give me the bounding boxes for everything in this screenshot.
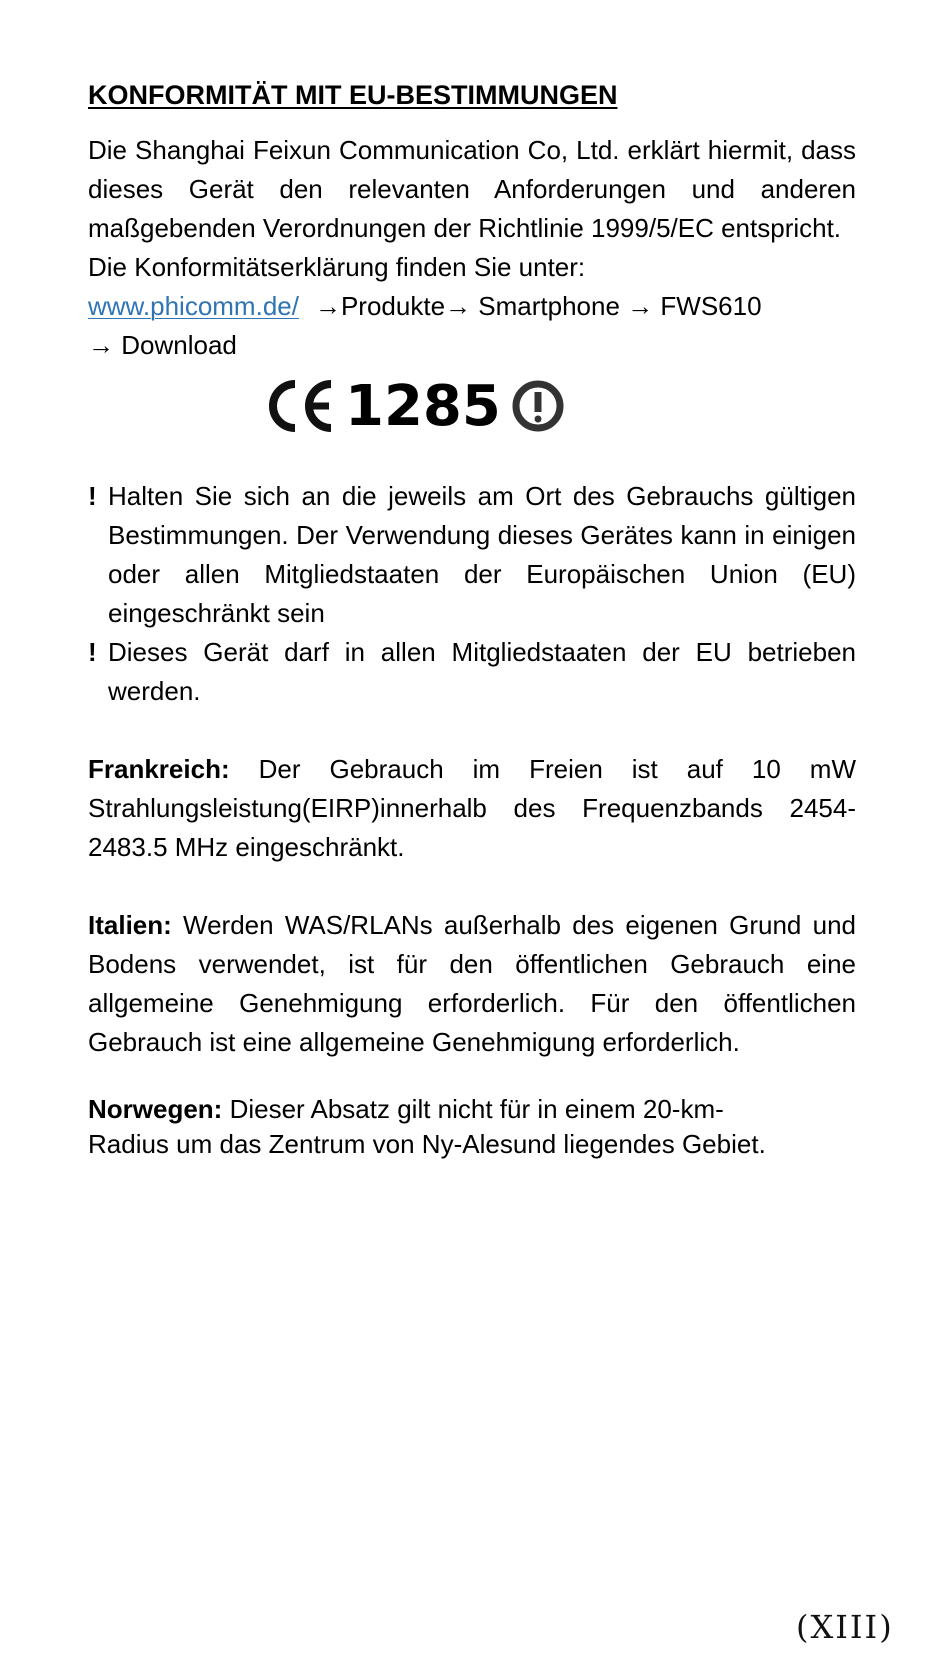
section-heading: KONFORMITÄT MIT EU-BESTIMMUNGEN	[88, 80, 618, 110]
phicomm-link[interactable]: www.phicomm.de/	[88, 291, 299, 321]
list-item	[88, 633, 856, 711]
path-step-model: FWS610	[660, 291, 762, 321]
ce-marking	[88, 365, 856, 477]
class2-alert-icon	[511, 379, 565, 433]
download-path-continued	[88, 326, 856, 365]
arrow-right-icon: →	[314, 291, 341, 321]
path-step-download: Download	[121, 330, 237, 360]
notice-text: Halten Sie sich an die jeweils am Ort des Gebrauchs gültigen Bestimmungen. Der Verwendung dieses Gerätes kann in einigen oder allen Mitgliedstaaten der Europäischen Union (EU) eingeschränkt sein	[108, 481, 856, 628]
italy-paragraph	[88, 906, 856, 1062]
exclamation-icon: !	[88, 481, 97, 511]
list-item	[88, 477, 856, 633]
norway-paragraph	[88, 1092, 856, 1162]
france-label: Frankreich:	[88, 754, 230, 784]
document-page	[88, 74, 856, 1162]
notified-body-number: 1285	[345, 373, 501, 439]
notice-list	[88, 477, 856, 711]
italy-label: Italien:	[88, 910, 172, 940]
declaration-line: Die Konformitätserklärung finden Sie unter:	[88, 252, 586, 282]
page-number: (XIII)	[796, 1608, 894, 1646]
exclamation-icon: !	[88, 637, 97, 667]
arrow-right-icon: →	[88, 330, 114, 360]
arrow-right-icon: →	[445, 291, 472, 321]
intro-paragraph: Die Shanghai Feixun Communication Co, Ltd. erklärt hiermit, dass dieses Gerät den relevanten Anforderungen und anderen maßgebenden Verordnungen der Richtlinie 1999/5/EC entspricht.	[88, 135, 856, 243]
download-path	[88, 287, 856, 326]
arrow-right-icon: →	[627, 291, 654, 321]
ce-mark-icon	[263, 376, 337, 436]
france-paragraph	[88, 750, 856, 867]
norway-label: Norwegen:	[88, 1094, 223, 1124]
norway-text-line-1: Dieser Absatz gilt nicht für in einem 20-km-	[229, 1094, 724, 1124]
norway-text-line-2: Radius um das Zentrum von Ny-Alesund liegendes Gebiet.	[88, 1129, 766, 1159]
italy-text: Werden WAS/RLANs außerhalb des eigenen Grund und Bodens verwendet, ist für den öffentlichen Gebrauch eine allgemeine Genehmigung erforderlich. Für den öffentlichen Gebrauch ist eine allgemeine Genehmigung erforderlich.	[88, 910, 856, 1057]
notice-text: Dieses Gerät darf in allen Mitgliedstaaten der EU betrieben werden.	[108, 637, 856, 706]
path-step-smartphone: Smartphone	[478, 291, 620, 321]
path-step-products: Produkte	[340, 291, 446, 321]
france-text: Der Gebrauch im Freien ist auf 10 mW Strahlungsleistung(EIRP)innerhalb des Frequenzbands 2454-2483.5 MHz eingeschränkt.	[88, 754, 856, 862]
